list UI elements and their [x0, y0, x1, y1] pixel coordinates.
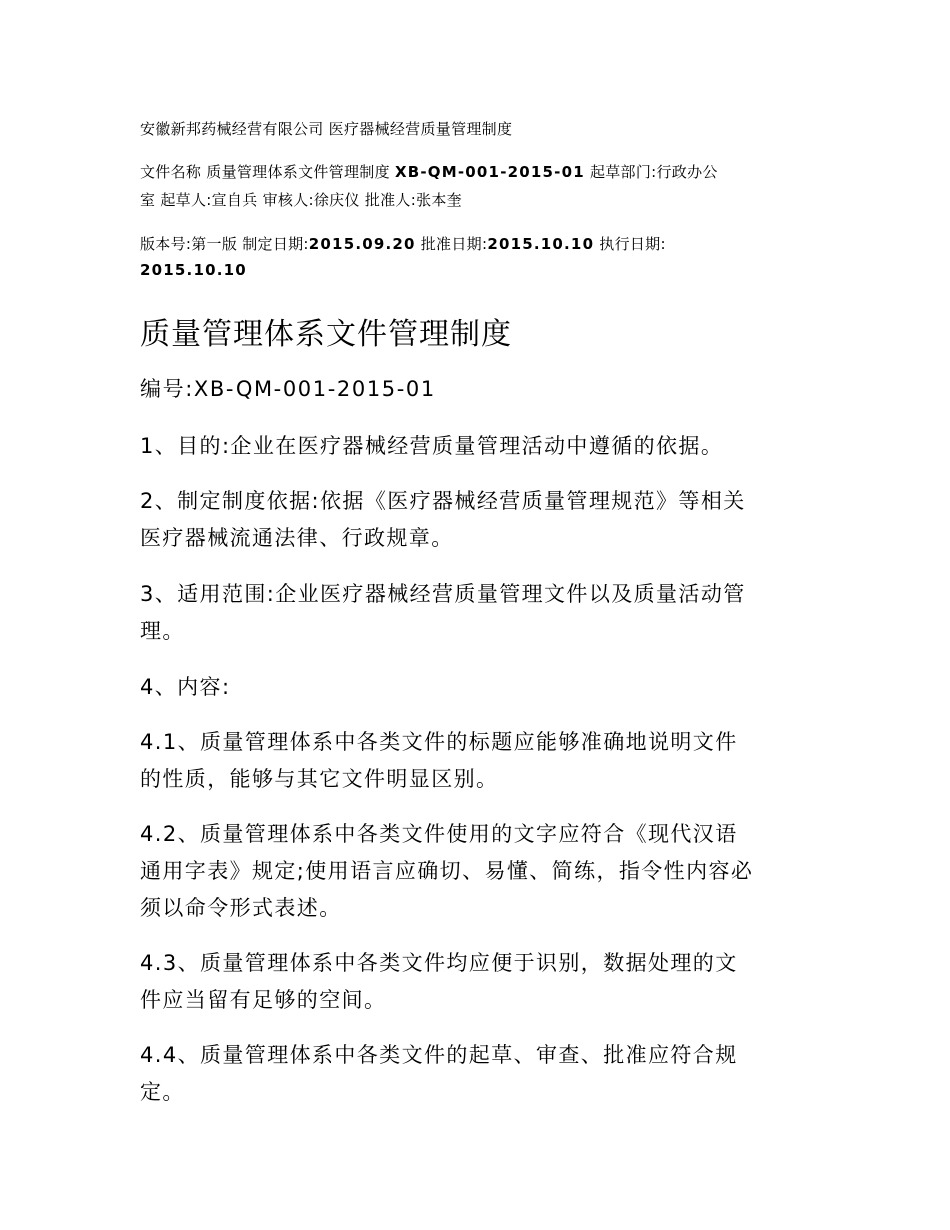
- paragraph-6-line-2: 通用字表》规定;使用语言应确切、易懂、简练，指令性内容必: [140, 859, 754, 883]
- meta-line-dates: [140, 233, 666, 254]
- file-name-prefix: 文件名称 质量管理体系文件管理制度: [140, 163, 395, 181]
- paragraph-2-line-2: 医疗器械流通法律、行政规章。: [140, 526, 454, 550]
- paragraph-5-line-1: 4.1、质量管理体系中各类文件的标题应能够准确地说明文件: [140, 730, 738, 754]
- paragraph-2-line-1: 2、制定制度依据:依据《医疗器械经营质量管理规范》等相关: [140, 489, 746, 513]
- file-code: XB-QM-001-2015-01: [394, 163, 585, 181]
- meta-line-file-name: [140, 161, 718, 182]
- paragraph-6-line-3: 须以命令形式表述。: [140, 896, 342, 920]
- paragraph-8-line-1: 4.4、质量管理体系中各类文件的起草、审查、批准应符合规: [140, 1043, 738, 1067]
- made-date: 2015.09.20: [308, 235, 416, 253]
- meta-line-exec-date: [140, 261, 247, 279]
- document-title: 质量管理体系文件管理制度: [140, 317, 512, 352]
- paragraph-7-line-2: 件应当留有足够的空间。: [140, 988, 387, 1012]
- company-header: [140, 118, 512, 139]
- people-text: 室 起草人:宣自兵 审核人:徐庆仪 批准人:张本奎: [140, 191, 462, 209]
- company-line: 安徽新邦药械经营有限公司 医疗器械经营质量管理制度: [140, 120, 513, 138]
- paragraph-7-line-1: 4.3、质量管理体系中各类文件均应便于识别，数据处理的文: [140, 951, 738, 975]
- meta-line-people: [140, 189, 462, 210]
- paragraph-3-line-2: 理。: [140, 619, 185, 643]
- document-number: 编号:XB-QM-001-2015-01: [140, 377, 436, 401]
- paragraph-5-line-2: 的性质，能够与其它文件明显区别。: [140, 767, 499, 791]
- approve-label: 批准日期:: [415, 235, 488, 253]
- paragraph-8-line-2: 定。: [140, 1080, 185, 1104]
- paragraph-4-line-1: 4、内容:: [140, 675, 231, 699]
- paragraph-1-line-1: 1、目的:企业在医疗器械经营质量管理活动中遵循的依据。: [140, 434, 724, 458]
- paragraph-3-line-1: 3、适用范围:企业医疗器械经营质量管理文件以及质量活动管: [140, 582, 746, 606]
- exec-date: 2015.10.10: [140, 261, 247, 279]
- exec-label: 执行日期:: [594, 235, 666, 253]
- drafting-dept: 起草部门:行政办公: [584, 163, 718, 181]
- paragraph-6-line-1: 4.2、质量管理体系中各类文件使用的文字应符合《现代汉语: [140, 822, 738, 846]
- version-label: 版本号:第一版 制定日期:: [140, 235, 309, 253]
- approve-date: 2015.10.10: [487, 235, 595, 253]
